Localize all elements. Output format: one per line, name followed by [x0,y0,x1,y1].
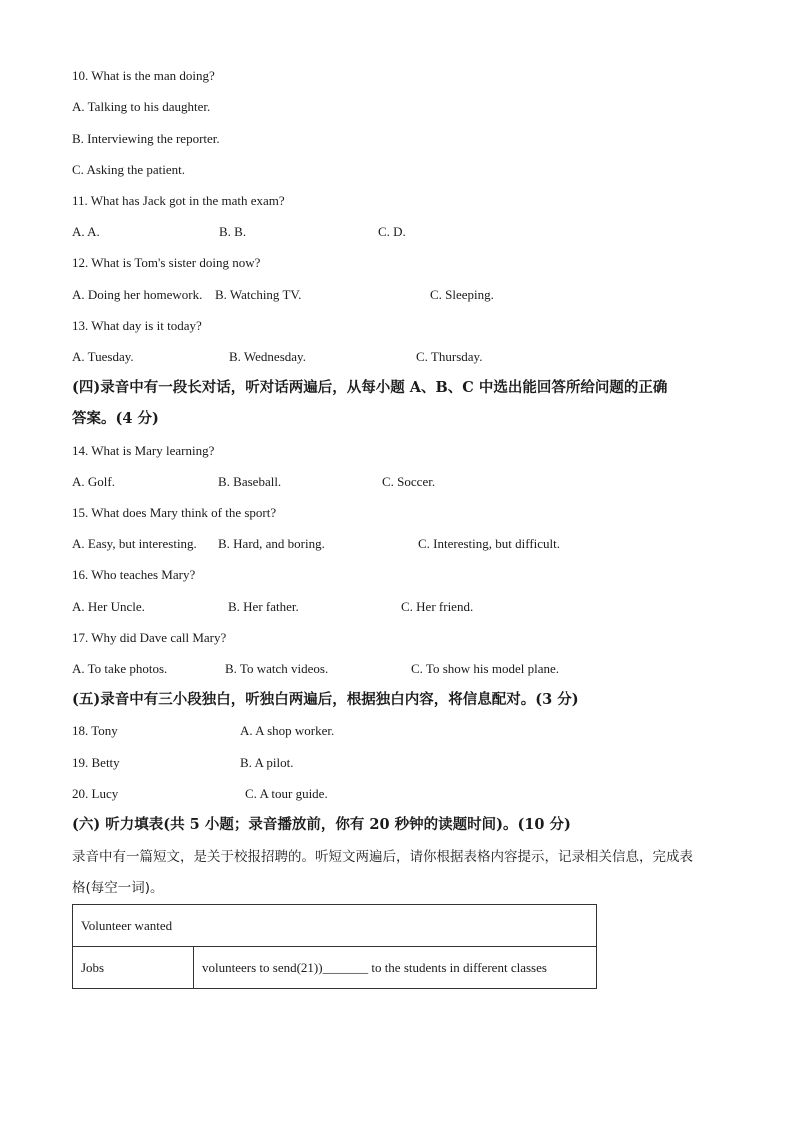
option-13b: B. Wednesday. [229,349,306,364]
option-14c: C. Soccer. [382,474,436,489]
option-15b: B. Hard, and boring. [218,536,325,551]
option-16a: A. Her Uncle. [72,599,145,614]
question-12: 12. What is Tom's sister doing now? [72,255,261,270]
option-17a: A. To take photos. [72,661,168,676]
table-row [73,947,597,989]
section-6-instructions-line1: 录音中有一篇短文，是关于校报招聘的。听短文两遍后，请你根据表格内容提示，记录相关信息，完成表 [72,849,693,865]
option-17b: B. To watch videos. [225,661,329,676]
option-11a: A. A. [72,224,100,239]
table-row-label: Jobs [73,947,194,989]
section-4-heading-line2: 答案。(4 分) [72,410,159,427]
option-12a: A. Doing her homework. [72,287,203,302]
question-14: 14. What is Mary learning? [72,443,215,458]
match-right-b: B. A pilot. [240,755,294,770]
section-6-instructions-line2: 格(每空一词)。 [72,880,164,896]
match-left-19: 19. Betty [72,755,120,770]
section-5-heading: (五)录音中有三小段独白，听独白两遍后，根据独白内容，将信息配对。(3 分) [72,691,579,708]
option-16b: B. Her father. [228,599,299,614]
question-15: 15. What does Mary think of the sport? [72,505,277,520]
match-right-a: A. A shop worker. [240,723,335,738]
match-left-20: 20. Lucy [72,786,119,801]
option-16c: C. Her friend. [401,599,474,614]
option-10c: C. Asking the patient. [72,162,186,177]
option-13c: C. Thursday. [416,349,483,364]
section-6-heading: (六) 听力填表(共 5 小题；录音播放前，你有 20 秒钟的读题时间)。(10 分) [72,816,571,833]
option-14b: B. Baseball. [218,474,282,489]
option-14a: A. Golf. [72,474,115,489]
option-10a: A. Talking to his daughter. [72,99,211,114]
match-left-18: 18. Tony [72,723,118,738]
option-15c: C. Interesting, but difficult. [418,536,561,551]
section-4-heading-line1: (四)录音中有一段长对话，听对话两遍后，从每小题 A、B、C 中选出能回答所给问题的正确 [72,379,668,396]
question-13: 13. What day is it today? [72,318,202,333]
question-10: 10. What is the man doing? [72,68,215,83]
match-right-c: C. A tour guide. [245,786,328,801]
option-11c: C. D. [378,224,406,239]
table-header-row [73,905,597,947]
option-15a: A. Easy, but interesting. [72,536,197,551]
option-12b: B. Watching TV. [215,287,302,302]
option-13a: A. Tuesday. [72,349,134,364]
question-17: 17. Why did Dave call Mary? [72,630,227,645]
question-16: 16. Who teaches Mary? [72,567,196,582]
option-12c: C. Sleeping. [430,287,494,302]
option-10b: B. Interviewing the reporter. [72,131,220,146]
table-header-cell: Volunteer wanted [73,905,597,947]
table-row-value: volunteers to send(21))_______ to the students in different classes [194,947,597,989]
fill-in-table [72,904,597,989]
option-11b: B. B. [219,224,247,239]
option-17c: C. To show his model plane. [411,661,559,676]
question-11: 11. What has Jack got in the math exam? [72,193,285,208]
